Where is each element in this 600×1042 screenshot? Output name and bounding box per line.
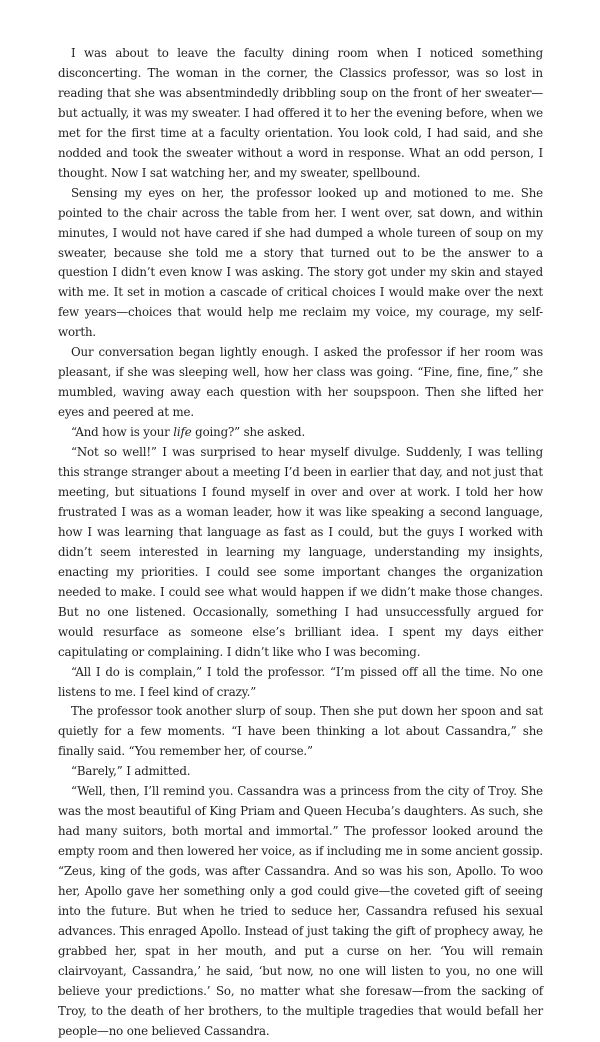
paragraph-4-emphasis: life xyxy=(173,425,192,440)
paragraph-6: “All I do is complain,” I told the professor. “I’m pissed off all the time. No one listens to me. I feel kind of crazy.” xyxy=(58,664,543,699)
paragraph-9: “Well, then, I’ll remind you. Cassandra was a princess from the city of Troy. She was the most beautiful of King Priam and Queen Hecuba’s daughters. As such, she had many suitors, both mortal and immortal.” The professor looked around the empty room and then lowered her voice, as if including me in some ancient gossip. “Zeus, king of the gods, was after Cassandra. And so was his son, Apollo. To woo her, Apollo gave her something only a god could give—the coveted gift of seeing into the future. But when he tried to seduce her, Cassandra refused his sexual advances. This enraged Apollo. Instead of just taking the gift of prophecy away, he grabbed her, spat in her mouth, and put a curse on her. ‘You will remain clairvoyant, Cassandra,’ he said, ‘but now, no one will listen to you, no one will believe your predictions.’ So, no matter what she foresaw—from the sacking of Troy, to the death of her brothers, to the multiple tragedies that would befall her people—no one believed Cassandra. xyxy=(58,784,543,1038)
paragraph-3: Our conversation began lightly enough. I asked the professor if her room was pleasant, if she was sleeping well, how her class was going. “Fine, fine, fine,” she mumbled, waving away each question with her soupspoon. Then she lifted her eyes and peered at me. xyxy=(58,345,543,420)
paragraph-8: “Barely,” I admitted. xyxy=(71,764,191,779)
paragraph-4 xyxy=(58,423,543,443)
paragraph-5: “Not so well!” I was surprised to hear myself divulge. Suddenly, I was telling this strange stranger about a meeting I’d been in earlier that day, and not just that meeting, but situations I found myself in over and over at work. I told her how frustrated I was as a woman leader, how it was like speaking a second language, how I was learning that language as fast as I could, but the guys I worked with didn’t seem interested in learning my language, understanding my insights, enacting my priorities. I could see some important changes the organization needed to make. I could see what would happen if we didn’t make those changes. But no one listened. Occasionally, something I had unsuccessfully argued for would resurface as someone else’s brilliant idea. I spent my days either capitulating or complaining. I didn’t like who I was becoming. xyxy=(58,445,543,659)
paragraph-2: Sensing my eyes on her, the professor looked up and motioned to me. She pointed to the chair across the table from her. I went over, sat down, and within minutes, I would not have cared if she had dumped a whole tureen of soup on my sweater, because she told me a story that turned out to be the answer to a question I didn’t even know I was asking. The story got under my skin and stayed with me. It set in motion a cascade of critical choices I would make over the next few years—choices that would help me reclaim my voice, my courage, my self-worth. xyxy=(58,185,543,340)
paragraph-1: I was about to leave the faculty dining room when I noticed something disconcerting. The woman in the corner, the Classics professor, was so lost in reading that she was absentmindedly dribbling soup on the front of her sweater—but actually, it was my sweater. I had offered it to her the evening before, when we met for the first time at a faculty orientation. You look cold, I had said, and she nodded and took the sweater without a word in response. What an odd person, I thought. Now I sat watching her, and my sweater, spellbound. xyxy=(58,46,543,180)
paragraph-7: The professor took another slurp of soup. Then she put down her spoon and sat quietly for a few moments. “I have been thinking a lot about Cassandra,” she finally said. “You remember her, of course.” xyxy=(58,704,543,759)
book-page xyxy=(58,44,543,1042)
paragraph-4-after: going?” she asked. xyxy=(191,425,306,440)
paragraph-4-before: “And how is your xyxy=(71,425,174,440)
